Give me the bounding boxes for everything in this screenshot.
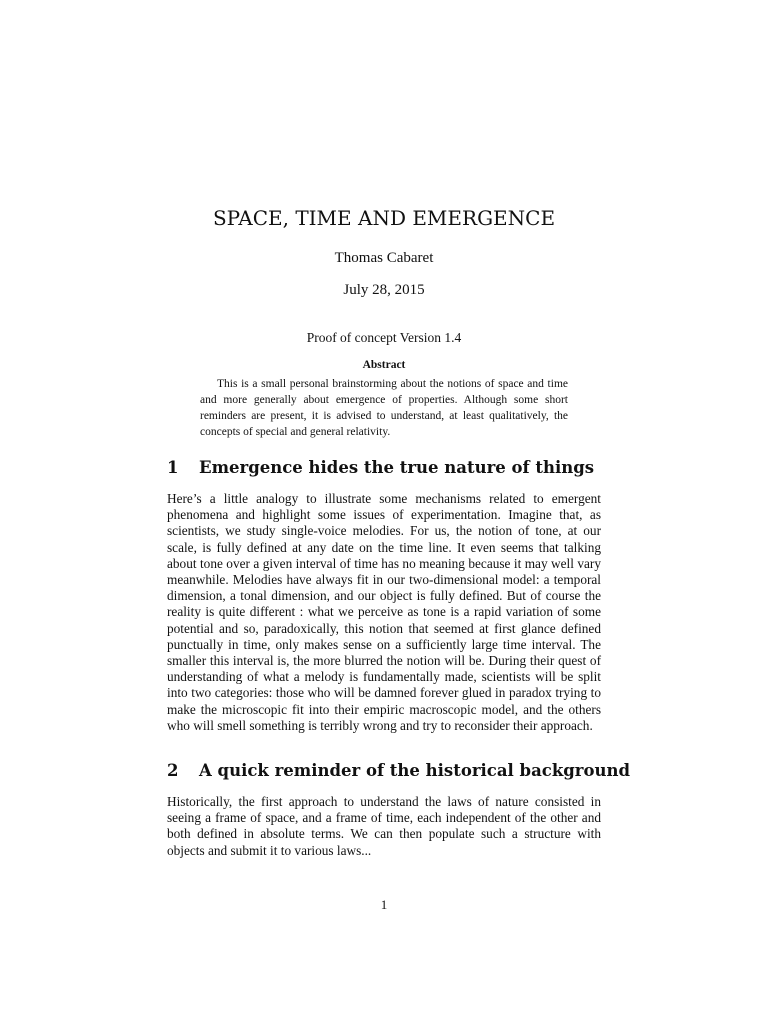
abstract-heading: Abstract	[362, 359, 406, 371]
section-heading	[167, 761, 631, 780]
section-number: 2	[167, 761, 179, 780]
section-title: Emergence hides the true nature of things	[199, 458, 595, 477]
document-date: July 28, 2015	[343, 282, 425, 298]
abstract-text: This is a small personal brainstorming about the notions of space and time and more generally about emergence of properties. Although some short reminders are present, it is advised to understand, at least qualitatively, the concepts of special and general relativity.	[200, 378, 568, 438]
section-number: 1	[167, 458, 179, 477]
section-title: A quick reminder of the historical background	[199, 761, 631, 780]
section-paragraph: Historically, the first approach to understand the laws of nature consisted in seeing a frame of space, and a frame of time, each independent of the other and both defined in absolute terms. We can then populate such a structure with objects and submit it to various laws...	[167, 794, 601, 858]
document-version: Proof of concept Version 1.4	[306, 330, 462, 345]
section-paragraph: Here’s a little analogy to illustrate some mechanisms related to emergent phenomena and highlight some issues of experimentation. Imagine that, as scientists, we study single-voice melodies. For us, the notion of tone, at our scale, is fully defined at any date on the time line. It even seems that talking about tone over a given interval of time has no meaning because it may well vary meanwhile. Melodies have always fit in our two-dimensional model: a temporal dimension, a tonal dimension, and our object is fully defined. But of course the reality is quite different : what we perceive as tone is a rapid variation of some potential and so, paradoxically, this notion that seemed at first glance defined punctually in time, only makes sense on a sufficiently large time interval. The smaller this interval is, the more blurred the notion will be. During their quest of understanding of what a melody is fundamentally made, scientists will be split into two categories: those who will be damned forever glued in paradox trying to make the microscopic fit into their empiric macroscopic model, and the others who will smell something is terribly wrong and try to reconsider their approach.	[167, 491, 601, 733]
page-number: 1	[380, 897, 388, 912]
document-author: Thomas Cabaret	[334, 250, 434, 266]
document-title: SPACE, TIME AND EMERGENCE	[212, 206, 556, 230]
section-heading	[167, 458, 607, 477]
